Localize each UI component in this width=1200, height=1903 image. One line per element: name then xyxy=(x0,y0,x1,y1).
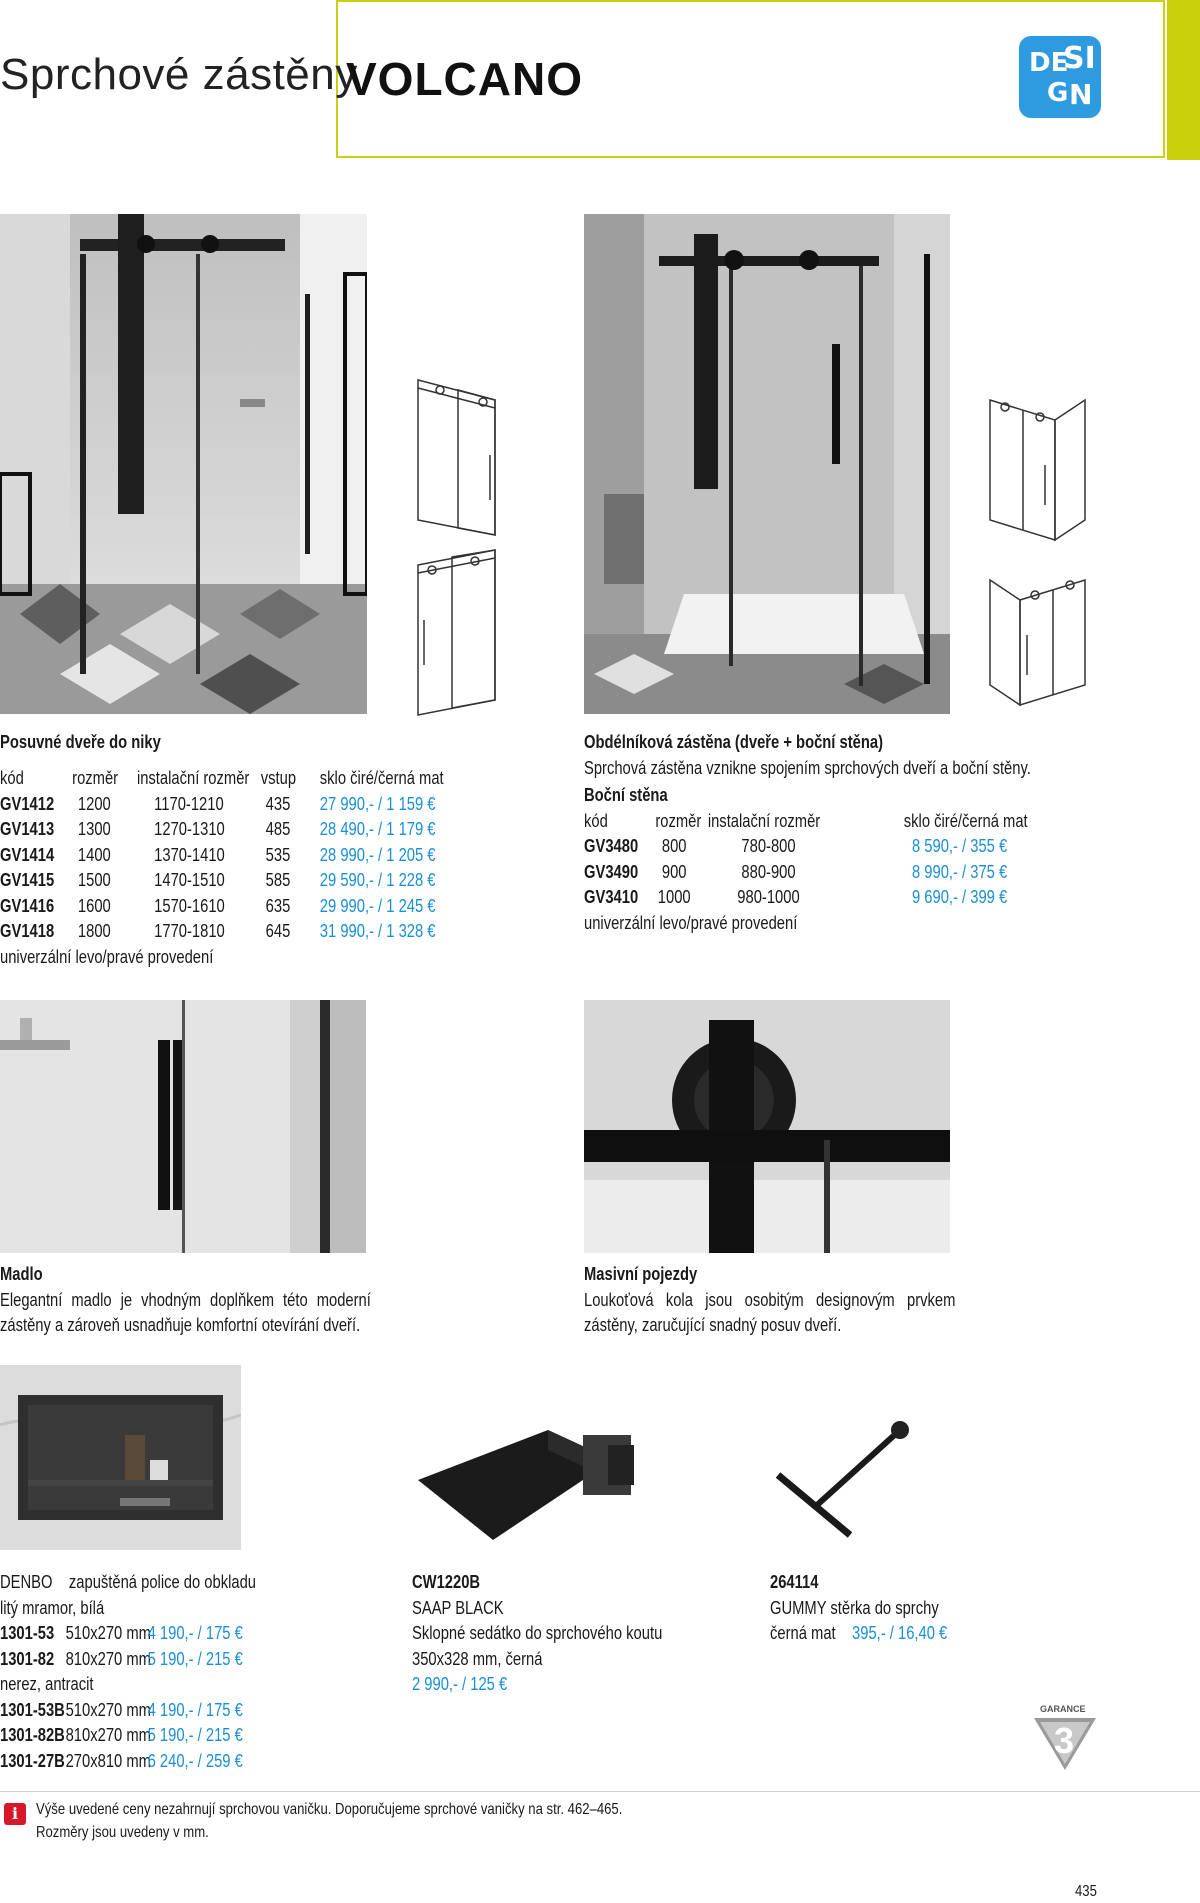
table-row xyxy=(0,1647,295,1673)
row-price: 8 590,- / 355 € xyxy=(912,836,1008,856)
table-row xyxy=(0,817,459,843)
row-entry: 645 xyxy=(265,921,291,941)
row-size: 810x270 mm xyxy=(65,1648,151,1669)
row-entry: 535 xyxy=(265,844,291,865)
guarantee-years: 3 xyxy=(1054,1720,1075,1761)
table-row xyxy=(0,894,459,920)
denbo-title-line xyxy=(0,1570,295,1596)
denbo-material-2: nerez, antracit xyxy=(0,1674,94,1694)
page-number: 435 xyxy=(1075,1883,1097,1900)
guarantee-3-years-badge xyxy=(1030,1700,1100,1772)
technical-drawing-enclosure xyxy=(985,395,1090,715)
table-row xyxy=(584,834,1043,860)
table-row xyxy=(0,868,459,894)
table-row xyxy=(0,1749,295,1775)
row-code: GV1416 xyxy=(0,895,55,916)
gummy-price: 395,- / 16,40 € xyxy=(852,1623,948,1643)
guarantee-label: GARANCE xyxy=(1040,1704,1086,1714)
feature-handle-text-2: zástěny a zároveň usnadňuje komfortní otevírání dveří. xyxy=(0,1315,361,1335)
row-size: 900 xyxy=(661,861,687,882)
gummy-code: 264114 xyxy=(770,1572,819,1592)
row-code: GV3410 xyxy=(584,887,639,907)
row-price: 6 240,- / 259 € xyxy=(147,1750,243,1771)
section-subtitle-side-panel: Boční stěna xyxy=(584,785,668,805)
row-install: 880-900 xyxy=(741,861,796,882)
row-size: 1300 xyxy=(77,819,111,839)
table-row xyxy=(0,1723,295,1749)
row-price: 31 990,- / 1 328 € xyxy=(319,921,436,941)
denbo-desc: zapuštěná police do obkladu xyxy=(68,1572,257,1592)
row-size: 1200 xyxy=(77,793,111,814)
row-price: 8 990,- / 375 € xyxy=(912,861,1008,882)
table-row xyxy=(0,1698,295,1724)
row-install: 1170-1210 xyxy=(154,793,224,814)
section-title-niche-door: Posuvné dveře do niky xyxy=(0,732,161,752)
col-entry: vstup xyxy=(260,768,297,788)
row-install: 1370-1410 xyxy=(154,844,225,865)
row-code: 1301-82B xyxy=(0,1725,65,1745)
feature-handle-title: Madlo xyxy=(0,1264,43,1284)
gummy-name: GUMMY stěrka do sprchy xyxy=(770,1597,939,1618)
col-install: instalační rozměr xyxy=(136,768,250,788)
row-size: 1600 xyxy=(77,895,111,916)
enclosure-description: Sprchová zástěna vznikne spojením sprchových dveří a boční stěny. xyxy=(584,757,1031,778)
denbo-block xyxy=(0,1570,295,1774)
row-size: 510x270 mm xyxy=(65,1623,151,1643)
row-price: 29 590,- / 1 228 € xyxy=(319,870,436,890)
feature-rollers-text-2: zástěny, zaručující snadný posuv dveří. xyxy=(584,1315,842,1335)
page-title: Sprchové zástěny xyxy=(0,50,358,99)
product-photo-rectangular-enclosure xyxy=(584,214,950,714)
saap-price: 2 990,- / 125 € xyxy=(412,1674,508,1694)
row-price: 5 190,- / 215 € xyxy=(147,1725,243,1745)
row-code: GV1415 xyxy=(0,870,55,890)
photo-saap-seat xyxy=(408,1410,653,1545)
saap-desc: Sklopné sedátko do sprchového koutu xyxy=(412,1623,663,1643)
row-size: 1800 xyxy=(77,921,111,941)
row-install: 780-800 xyxy=(741,836,796,856)
row-code: 1301-82 xyxy=(0,1648,55,1669)
row-size: 800 xyxy=(661,836,687,856)
feature-rollers-text-1: Loukoťová kola jsou osobitým designovým prvkem xyxy=(584,1289,956,1310)
feature-handle-text-1: Elegantní madlo je vhodným doplňkem této moderní xyxy=(0,1289,371,1310)
row-size: 1500 xyxy=(77,870,111,890)
design-logo: DE SI G N xyxy=(1019,36,1101,118)
feature-rollers xyxy=(584,1262,956,1339)
row-price: 9 690,- / 399 € xyxy=(912,887,1008,907)
table-row xyxy=(584,885,1043,911)
footer-note-line1: Výše uvedené ceny nezahrnují sprchovou vaničku. Doporučujeme sprchové vaničky na str. 462–465. xyxy=(36,1801,623,1818)
row-code: 1301-53 xyxy=(0,1623,55,1643)
saap-name: SAAP BLACK xyxy=(412,1597,504,1618)
row-price: 5 190,- / 215 € xyxy=(147,1648,243,1669)
saap-block xyxy=(412,1570,662,1698)
header-accent-stripe xyxy=(1167,0,1200,160)
side-panel-table-header xyxy=(584,809,1043,835)
section-title-enclosure: Obdélníková zástěna (dveře + boční stěna) xyxy=(584,732,883,752)
saap-dims: 350x328 mm, černá xyxy=(412,1648,543,1669)
row-size: 1400 xyxy=(77,844,111,865)
col-code: kód xyxy=(584,810,608,831)
side-panel-note: univerzální levo/pravé provedení xyxy=(584,912,798,933)
row-price: 28 490,- / 1 179 € xyxy=(319,819,436,839)
row-code: 1301-53B xyxy=(0,1699,65,1720)
row-size: 1000 xyxy=(657,887,691,907)
row-price: 28 990,- / 1 205 € xyxy=(319,844,436,865)
product-photo-niche-door xyxy=(0,214,367,714)
table-row xyxy=(0,1621,295,1647)
feature-rollers-title: Masivní pojezdy xyxy=(584,1264,698,1284)
row-install: 980-1000 xyxy=(737,887,800,907)
row-size: 270x810 mm xyxy=(65,1750,151,1771)
photo-roller-detail xyxy=(584,1000,950,1253)
col-code: kód xyxy=(0,768,24,788)
niche-door-note: univerzální levo/pravé provedení xyxy=(0,946,214,967)
row-price: 4 190,- / 175 € xyxy=(147,1699,243,1720)
denbo-material-1: litý mramor, bílá xyxy=(0,1597,105,1618)
row-install: 1770-1810 xyxy=(154,921,225,941)
photo-denbo-shelf xyxy=(0,1365,241,1550)
row-size: 510x270 mm xyxy=(65,1699,151,1720)
row-code: GV1414 xyxy=(0,844,55,865)
enclosure-block xyxy=(584,730,1043,936)
row-code: 1301-27B xyxy=(0,1750,65,1771)
col-size: rozměr xyxy=(655,810,702,831)
col-price: sklo čiré/černá mat xyxy=(903,810,1028,831)
row-entry: 435 xyxy=(265,793,291,814)
table-row xyxy=(584,860,1043,886)
footer-divider xyxy=(0,1791,1200,1792)
photo-handle-detail xyxy=(0,1000,366,1253)
row-install: 1470-1510 xyxy=(154,870,225,890)
row-code: GV1412 xyxy=(0,793,55,814)
saap-code: CW1220B xyxy=(412,1572,481,1592)
col-price: sklo čiré/černá mat xyxy=(319,768,444,788)
row-code: GV3480 xyxy=(584,836,639,856)
row-install: 1570-1610 xyxy=(154,895,225,916)
row-install: 1270-1310 xyxy=(154,819,225,839)
row-code: GV1418 xyxy=(0,921,55,941)
footer-note xyxy=(36,1798,622,1844)
row-price: 4 190,- / 175 € xyxy=(147,1623,243,1643)
info-icon xyxy=(4,1803,26,1825)
row-entry: 585 xyxy=(265,870,291,890)
niche-door-table xyxy=(0,766,459,970)
col-install: instalační rozměr xyxy=(707,810,821,831)
technical-drawing-door xyxy=(410,370,500,720)
feature-handle xyxy=(0,1262,371,1339)
table-row xyxy=(0,919,459,945)
gummy-block xyxy=(770,1570,947,1647)
row-size: 810x270 mm xyxy=(65,1725,151,1745)
row-code: GV3490 xyxy=(584,861,639,882)
row-entry: 635 xyxy=(265,895,291,916)
table-row xyxy=(0,792,459,818)
row-entry: 485 xyxy=(265,819,291,839)
table-header xyxy=(0,766,459,792)
info-icon-glyph: i xyxy=(11,1804,19,1823)
table-row xyxy=(0,843,459,869)
footer-note-line2: Rozměry jsou uvedeny v mm. xyxy=(36,1824,209,1841)
row-price: 27 990,- / 1 159 € xyxy=(319,793,436,814)
row-code: GV1413 xyxy=(0,819,55,839)
row-price: 29 990,- / 1 245 € xyxy=(319,895,436,916)
product-line-title: VOLCANO xyxy=(346,53,583,105)
gummy-color-price-line xyxy=(770,1621,947,1647)
col-size: rozměr xyxy=(72,768,119,788)
gummy-color: černá mat xyxy=(770,1623,836,1643)
denbo-name: DENBO xyxy=(0,1572,53,1592)
photo-gummy-squeegee xyxy=(770,1410,930,1545)
